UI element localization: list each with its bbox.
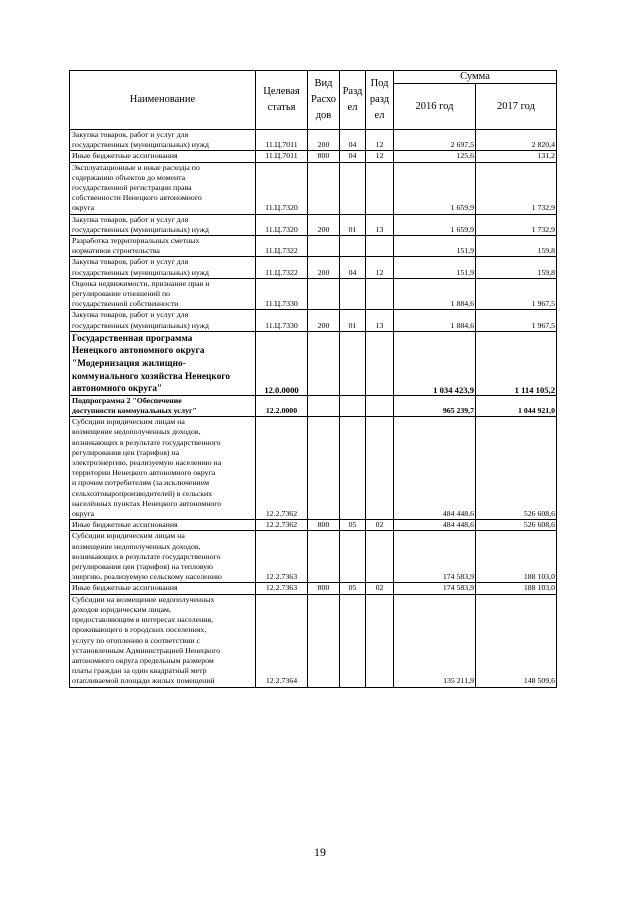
row-subsection <box>366 331 394 395</box>
row-expense-type <box>308 417 340 520</box>
row-section: 05 <box>340 520 366 531</box>
row-name: Субсидии юридическим лицам на возмещение недополученных доходов, возникающих в результате государственного регулирования цен (тарифов) на электроэнергию, реализуемую населению на территории Ненецкого автономного округа и прочим потребителям (за исключением сельхозтоваропроизводителей) в сельских населённых пунктах Ненецкого автономного округа <box>70 417 256 520</box>
table-row <box>70 310 557 331</box>
row-subsection <box>366 162 394 214</box>
row-name: Подпрограмма 2 "Обеспечение доступности коммунальных услуг" <box>70 395 256 416</box>
row-sum-2017: 1 732,9 <box>476 162 557 214</box>
row-sum-2017: 188 103,0 <box>476 583 557 594</box>
table-row <box>70 236 557 257</box>
row-sum-2017: 159,8 <box>476 236 557 257</box>
table-row <box>70 583 557 594</box>
row-sum-2017: 1 044 921,0 <box>476 395 557 416</box>
row-subsection <box>366 395 394 416</box>
row-section <box>340 417 366 520</box>
row-subsection: 13 <box>366 214 394 235</box>
header-section: Разд ел <box>340 71 366 130</box>
row-name: Иные бюджетные ассигнования <box>70 151 256 162</box>
row-target-article: 12.2.7363 <box>256 531 308 583</box>
row-sum-2016: 1 884,6 <box>394 310 476 331</box>
row-expense-type: 200 <box>308 214 340 235</box>
row-target-article: 11.Ц.7330 <box>256 278 308 310</box>
row-name: Закупка товаров, работ и услуг для государственных (муниципальных) нужд <box>70 130 256 151</box>
row-expense-type: 800 <box>308 151 340 162</box>
row-section <box>340 236 366 257</box>
row-section <box>340 162 366 214</box>
row-sum-2017: 1 114 105,2 <box>476 331 557 395</box>
row-target-article: 11.Ц.7011 <box>256 151 308 162</box>
row-sum-2016: 1 659,9 <box>394 214 476 235</box>
row-sum-2017: 526 608,6 <box>476 417 557 520</box>
header-sum: Сумма <box>394 71 557 84</box>
row-section <box>340 395 366 416</box>
row-name: Иные бюджетные ассигнования <box>70 520 256 531</box>
row-target-article: 11.Ц.7011 <box>256 130 308 151</box>
row-section: 05 <box>340 583 366 594</box>
row-expense-type <box>308 531 340 583</box>
row-sum-2016: 174 583,9 <box>394 531 476 583</box>
row-expense-type <box>308 395 340 416</box>
row-expense-type <box>308 236 340 257</box>
row-target-article: 12.2.0000 <box>256 395 308 416</box>
row-section: 04 <box>340 257 366 278</box>
row-target-article: 11.Ц.7322 <box>256 257 308 278</box>
table-row <box>70 162 557 214</box>
header-name: Наименование <box>70 71 256 130</box>
table-row <box>70 594 557 687</box>
row-sum-2017: 159,8 <box>476 257 557 278</box>
table-row <box>70 257 557 278</box>
row-name: Закупка товаров, работ и услуг для государственных (муниципальных) нужд <box>70 257 256 278</box>
table-row <box>70 214 557 235</box>
row-section: 04 <box>340 130 366 151</box>
table-row <box>70 331 557 395</box>
budget-table <box>69 70 557 688</box>
table-row <box>70 130 557 151</box>
row-sum-2016: 2 697,5 <box>394 130 476 151</box>
row-sum-2016: 1 884,6 <box>394 278 476 310</box>
row-section: 01 <box>340 214 366 235</box>
row-name: Субсидии юридическим лицам на возмещение недополученных доходов, возникающих в результате государственного регулирования цен (тарифов) на тепловую энергию, реализуемую сельскому населению <box>70 531 256 583</box>
row-expense-type <box>308 278 340 310</box>
row-sum-2017: 1 967,5 <box>476 310 557 331</box>
table-row <box>70 278 557 310</box>
row-subsection <box>366 531 394 583</box>
table-row <box>70 531 557 583</box>
row-subsection: 13 <box>366 310 394 331</box>
row-name: Субсидии на возмещение недополученных доходов юридическим лицам, предоставляющим в интересах населения, проживающего в городских поселениях, услугу по отоплению в соответствии с установленным Администрацией Ненецкого автономного округа предельным размером платы граждан за один квадратный метр отапливаемой площади жилых помещений <box>70 594 256 687</box>
row-target-article: 12.2.7362 <box>256 417 308 520</box>
row-expense-type: 800 <box>308 583 340 594</box>
row-sum-2016: 125,6 <box>394 151 476 162</box>
row-name: Закупка товаров, работ и услуг для государственных (муниципальных) нужд <box>70 310 256 331</box>
row-target-article: 12.2.7364 <box>256 594 308 687</box>
row-sum-2017: 2 820,4 <box>476 130 557 151</box>
row-expense-type: 200 <box>308 130 340 151</box>
row-sum-2016: 484 448,6 <box>394 520 476 531</box>
row-target-article: 12.0.0000 <box>256 331 308 395</box>
row-name: Закупка товаров, работ и услуг для государственных (муниципальных) нужд <box>70 214 256 235</box>
table-row <box>70 151 557 162</box>
header-subsection: Под разд ел <box>366 71 394 130</box>
row-expense-type: 200 <box>308 310 340 331</box>
row-expense-type <box>308 162 340 214</box>
row-expense-type <box>308 331 340 395</box>
row-name: Разработка территориальных сметных нормативов строительства <box>70 236 256 257</box>
row-subsection: 12 <box>366 130 394 151</box>
row-target-article: 12.2.7362 <box>256 520 308 531</box>
row-sum-2016: 965 239,7 <box>394 395 476 416</box>
row-sum-2017: 1 732,9 <box>476 214 557 235</box>
row-name: Государственная программа Ненецкого автономного округа "Модернизация жилищно- коммунального хозяйства Ненецкого автономного округа" <box>70 331 256 395</box>
row-subsection <box>366 278 394 310</box>
row-sum-2017: 526 608,6 <box>476 520 557 531</box>
row-name: Эксплуатационные и иные расходы по содержанию объектов до момента государственной регистрации права собственности Ненецкого автономного округа <box>70 162 256 214</box>
row-section: 01 <box>340 310 366 331</box>
row-sum-2017: 131,2 <box>476 151 557 162</box>
row-section: 04 <box>340 151 366 162</box>
page-number: 19 <box>314 845 326 859</box>
header-expense-type: Вид Расхо дов <box>308 71 340 130</box>
row-sum-2017: 188 103,0 <box>476 531 557 583</box>
row-subsection: 02 <box>366 520 394 531</box>
row-sum-2016: 151,9 <box>394 257 476 278</box>
table-row <box>70 417 557 520</box>
row-name: Иные бюджетные ассигнования <box>70 583 256 594</box>
row-sum-2016: 1 034 423,9 <box>394 331 476 395</box>
row-sum-2016: 135 211,9 <box>394 594 476 687</box>
row-target-article: 12.2.7363 <box>256 583 308 594</box>
table-body <box>70 130 557 688</box>
row-subsection <box>366 417 394 520</box>
row-target-article: 11.Ц.7320 <box>256 214 308 235</box>
row-sum-2016: 151,9 <box>394 236 476 257</box>
row-subsection: 12 <box>366 151 394 162</box>
row-expense-type <box>308 594 340 687</box>
row-sum-2017: 1 967,5 <box>476 278 557 310</box>
row-subsection: 02 <box>366 583 394 594</box>
row-sum-2016: 484 448,6 <box>394 417 476 520</box>
header-year-2017: 2017 год <box>476 84 557 130</box>
row-sum-2016: 174 583,9 <box>394 583 476 594</box>
row-subsection: 12 <box>366 257 394 278</box>
header-year-2016: 2016 год <box>394 84 476 130</box>
table-row <box>70 395 557 416</box>
row-section <box>340 331 366 395</box>
row-target-article: 11.Ц.7322 <box>256 236 308 257</box>
table-row <box>70 520 557 531</box>
row-section <box>340 531 366 583</box>
row-section <box>340 594 366 687</box>
row-expense-type: 800 <box>308 520 340 531</box>
row-subsection <box>366 236 394 257</box>
header-target-article: Целевая статья <box>256 71 308 130</box>
row-sum-2016: 1 659,9 <box>394 162 476 214</box>
row-name: Оценка недвижимости, признание прав и регулирование отношений по государственной собственности <box>70 278 256 310</box>
row-expense-type: 200 <box>308 257 340 278</box>
row-target-article: 11.Ц.7320 <box>256 162 308 214</box>
row-sum-2017: 148 509,6 <box>476 594 557 687</box>
row-subsection <box>366 594 394 687</box>
row-target-article: 11.Ц.7330 <box>256 310 308 331</box>
row-section <box>340 278 366 310</box>
